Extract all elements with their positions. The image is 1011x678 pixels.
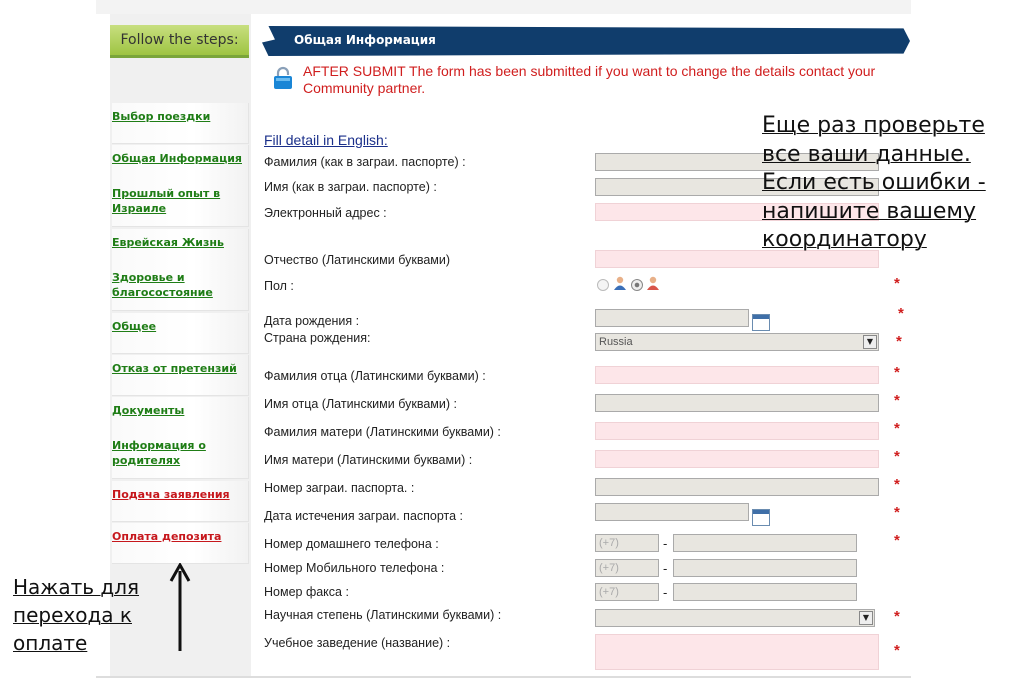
birthdate-input[interactable] bbox=[595, 309, 749, 327]
sidebar-item-jewish-life[interactable]: Еврейская Жизнь bbox=[112, 229, 249, 270]
degree-select[interactable] bbox=[595, 609, 875, 627]
female-icon bbox=[646, 276, 660, 291]
up-arrow-icon bbox=[168, 563, 192, 653]
home-phone-input[interactable] bbox=[673, 534, 857, 552]
label-mother-name: Имя матери (Латинскими буквами) : bbox=[264, 453, 473, 467]
required-mark: * bbox=[894, 420, 900, 437]
mobile-phone-dash: - bbox=[663, 561, 668, 576]
submission-notice: AFTER SUBMIT The form has been submitted if you want to change the details contact your Community partner. bbox=[303, 63, 876, 96]
label-gender: Пол : bbox=[264, 279, 294, 293]
required-mark: * bbox=[898, 305, 904, 322]
passport-expiry-input[interactable] bbox=[595, 503, 749, 521]
birthdate-calendar-icon[interactable] bbox=[752, 314, 770, 331]
fax-dash: - bbox=[663, 585, 668, 600]
male-icon bbox=[613, 276, 627, 291]
fill-detail-heading: Fill detail in English: bbox=[264, 132, 388, 148]
label-patronymic: Отчество (Латинскими буквами) bbox=[264, 253, 451, 267]
required-mark: * bbox=[894, 392, 900, 409]
sidebar-item-parents-info[interactable]: Информация о родителях bbox=[112, 432, 249, 479]
required-mark: * bbox=[894, 476, 900, 493]
label-passport-expiry: Дата истечения заграи. паспорта : bbox=[264, 509, 464, 523]
sidebar-item-documents[interactable]: Документы bbox=[112, 397, 249, 438]
label-mobile-phone: Номер Мобильного телефона : bbox=[264, 561, 445, 575]
sidebar-item-health[interactable]: Здоровье и благосостояние bbox=[112, 264, 249, 311]
father-name-input[interactable] bbox=[595, 394, 879, 412]
home-phone-dash: - bbox=[663, 536, 668, 551]
mother-surname-input[interactable] bbox=[595, 422, 879, 440]
sidebar-item-deposit-payment[interactable]: Оплата депозита bbox=[112, 523, 249, 564]
section-title: Общая Информация bbox=[294, 33, 436, 47]
required-mark: * bbox=[894, 642, 900, 659]
required-mark: * bbox=[894, 448, 900, 465]
label-home-phone: Номер домашнего телефона : bbox=[264, 537, 439, 551]
required-mark: * bbox=[894, 364, 900, 381]
gender-male-radio[interactable] bbox=[597, 279, 609, 291]
sidebar-item-israel-experience[interactable]: Прошлый опыт в Израиле bbox=[112, 180, 249, 227]
gender-female-radio[interactable] bbox=[631, 279, 643, 291]
passport-expiry-calendar-icon[interactable] bbox=[752, 509, 770, 526]
label-birthdate: Дата рождения : bbox=[264, 314, 360, 328]
mother-name-input[interactable] bbox=[595, 450, 879, 468]
sidebar-header: Follow the steps: bbox=[110, 25, 249, 58]
lock-icon bbox=[272, 66, 294, 90]
label-birth-country: Страна рождения: bbox=[264, 331, 371, 345]
go-to-payment-annotation: Нажать для перехода к оплате bbox=[13, 575, 140, 655]
label-mother-surname: Фамилия матери (Латинскими буквами) : bbox=[264, 425, 501, 439]
required-mark: * bbox=[896, 333, 902, 350]
label-institution: Учебное заведение (название) : bbox=[264, 636, 451, 650]
label-father-surname: Фамилия отца (Латинскими буквами) : bbox=[264, 369, 486, 383]
mobile-phone-input[interactable] bbox=[673, 559, 857, 577]
required-mark: * bbox=[894, 504, 900, 521]
fax-input[interactable] bbox=[673, 583, 857, 601]
birth-country-dropdown-arrow[interactable]: ▼ bbox=[863, 335, 877, 349]
father-surname-input[interactable] bbox=[595, 366, 879, 384]
label-passport-no: Номер заграи. паспорта. : bbox=[264, 481, 415, 495]
fax-prefix[interactable]: (+7) bbox=[595, 583, 659, 601]
label-email: Электронный адрес : bbox=[264, 206, 387, 220]
page-top-strip bbox=[96, 0, 911, 14]
birth-country-value: Russia bbox=[599, 336, 633, 348]
sidebar-item-general-info[interactable]: Общая Информация bbox=[112, 145, 249, 186]
sidebar-item-submit-application[interactable]: Подача заявления bbox=[112, 481, 249, 522]
check-data-annotation: Еще раз проверьте все ваши данные. Если есть ошибки - напишите вашему координатору bbox=[762, 113, 986, 252]
label-surname: Фамилия (как в заграи. паспорте) : bbox=[264, 155, 466, 169]
label-degree: Научная степень (Латинскими буквами) : bbox=[264, 608, 502, 622]
birth-country-select[interactable] bbox=[595, 333, 879, 351]
sidebar-item-general[interactable]: Общее bbox=[112, 313, 249, 354]
sidebar-item-waiver[interactable]: Отказ от претензий bbox=[112, 355, 249, 396]
label-fax: Номер факса : bbox=[264, 585, 349, 599]
mobile-phone-prefix[interactable]: (+7) bbox=[595, 559, 659, 577]
home-phone-prefix[interactable]: (+7) bbox=[595, 534, 659, 552]
required-mark: * bbox=[894, 275, 900, 292]
required-mark: * bbox=[894, 608, 900, 625]
passport-no-input[interactable] bbox=[595, 478, 879, 496]
label-name: Имя (как в заграи. паспорте) : bbox=[264, 180, 437, 194]
degree-dropdown-arrow[interactable]: ▼ bbox=[859, 611, 873, 625]
sidebar-item-trip-selection[interactable]: Выбор поездки bbox=[112, 103, 249, 144]
required-mark: * bbox=[894, 532, 900, 549]
label-father-name: Имя отца (Латинскими буквами) : bbox=[264, 397, 457, 411]
institution-textarea[interactable] bbox=[595, 634, 879, 670]
